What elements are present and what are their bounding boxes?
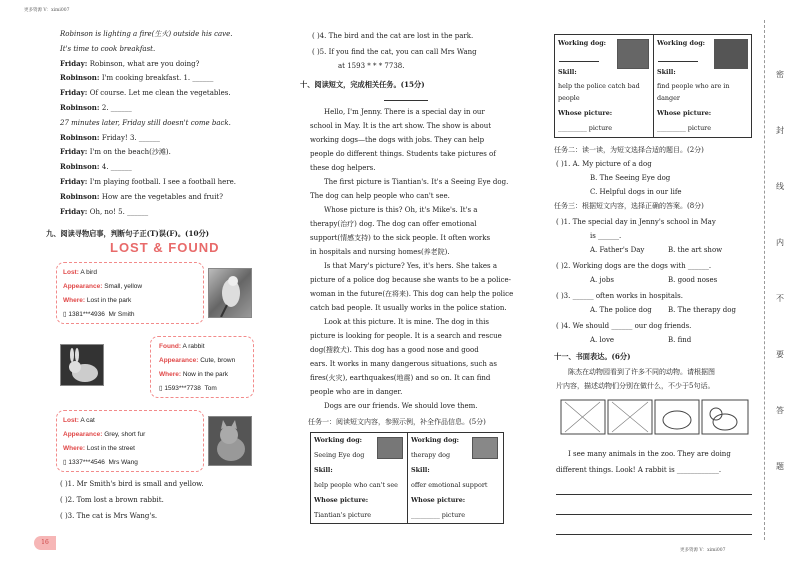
seal-line-char: 不 — [776, 294, 784, 303]
whose-value: _________ picture — [657, 124, 712, 132]
lost-bird-card — [56, 262, 204, 324]
working-dog-label: Working dog: — [411, 436, 460, 444]
where-label: Where: — [63, 445, 86, 452]
dialogue-line — [60, 208, 148, 217]
lost-found-banner: LOST & FOUND — [110, 240, 220, 255]
seal-line-char: 要 — [776, 350, 784, 359]
s9-question-3: ( )3. The cat is Mrs Wang's. — [60, 512, 158, 520]
s9-question-4: ( )4. The bird and the cat are lost in the park. — [312, 32, 474, 40]
whose-value: Tiantian's picture — [314, 511, 372, 519]
table-cell-4 — [654, 35, 752, 137]
dog-type-blank — [658, 61, 698, 62]
card-type: Lost: — [63, 269, 79, 276]
header-left: 更多资源 V：ximi007 — [24, 8, 70, 13]
phone-icon: ▯ — [63, 311, 67, 318]
dog-type-blank — [559, 61, 599, 62]
dog-type: Seeing Eye dog — [314, 451, 365, 459]
where-value: Now in the park — [182, 371, 229, 378]
writing-line-2[interactable] — [556, 514, 752, 515]
dialogue-speaker: Friday: — [60, 206, 90, 216]
info-table-top — [554, 34, 752, 138]
dialogue-line — [60, 163, 132, 172]
dialogue-line — [60, 45, 155, 54]
where-value: Lost in the street — [86, 445, 135, 452]
phone-icon: ▯ — [63, 459, 67, 466]
dialogue-speaker: Friday: — [60, 88, 90, 98]
task3-q3-b: B. The therapy dog — [668, 306, 736, 314]
task3-title: 任务三：根据短文内容，选择正确的答案。(8分) — [554, 202, 704, 210]
skill-value: help the police catch bad people — [558, 82, 640, 102]
writing-line-1[interactable] — [556, 494, 752, 495]
passage-line: Whose picture is this? Oh, it's Mike's. It's a — [324, 206, 478, 214]
task3-q1: ( )1. The special day in Jenny's school in May — [556, 218, 716, 226]
rabbit-icon — [61, 345, 104, 386]
task2-question: ( )1. A. My picture of a dog — [556, 160, 652, 168]
dialogue-speaker: Friday: — [60, 58, 90, 68]
section11-title: 十一、书面表达。(6分) — [554, 352, 631, 361]
table-cell-3 — [555, 35, 654, 137]
card-item: A rabbit — [182, 343, 205, 350]
whose-label: Whose picture: — [411, 496, 466, 504]
dialogue-line — [60, 60, 199, 69]
card-type: Found: — [159, 343, 182, 350]
seal-line-char: 线 — [776, 182, 784, 191]
dialogue-line — [60, 74, 213, 83]
dialogue-line — [60, 104, 132, 113]
passage-line: woman in the future(在将来). This dog can help the police — [310, 290, 514, 298]
skill-label: Skill: — [657, 68, 676, 76]
section9-title: 九、阅读寻物启事，判断句子正(T)误(F)。(10分) — [46, 229, 210, 238]
dialogue-speaker: Robinson: — [60, 191, 102, 201]
skill-label: Skill: — [411, 466, 430, 474]
whose-value: _________ picture — [558, 124, 613, 132]
passage-line: therapy(治疗) dog. The dog can offer emotional — [310, 220, 477, 228]
s9-question-5: ( )5. If you find the cat, you can call Mrs Wang — [312, 48, 477, 56]
skill-label: Skill: — [558, 68, 577, 76]
phone-number: 1381***4936 — [68, 311, 105, 318]
rescue-dog-photo — [714, 39, 748, 69]
appearance-value: Small, yellow — [104, 283, 143, 290]
dialogue-text: 4. ______ — [101, 163, 132, 172]
passage-line: support(情感支持) to the sick people. It often works — [310, 234, 491, 242]
dialogue-speaker: Friday: — [60, 147, 90, 157]
dialogue-speaker: Robinson: — [60, 162, 102, 172]
table-cell-1 — [311, 433, 408, 523]
dialogue-line — [60, 178, 236, 187]
task3-q4: ( )4. We should ______ our dog friends. — [556, 322, 692, 330]
task1-title: 任务一：阅读短文内容，参照示例，补全作品信息。(5分) — [308, 418, 486, 426]
appearance-label: Appearance: — [63, 431, 103, 438]
passage-line: Dogs are our friends. We should love them. — [324, 402, 478, 410]
dialogue-text: Oh, no! 5. ______ — [89, 207, 149, 216]
card-type: Lost: — [63, 417, 79, 424]
contact-name: Tom — [204, 385, 217, 392]
appearance-label: Appearance: — [63, 283, 103, 290]
working-dog-label: Working dog: — [314, 436, 363, 444]
dialogue-speaker: Robinson: — [60, 132, 102, 142]
passage-line: these dog helpers. — [310, 164, 376, 172]
writing-start-1: I see many animals in the zoo. They are doing — [568, 450, 731, 458]
where-label: Where: — [159, 371, 182, 378]
dialogue-text: I'm playing football. I see a football here. — [89, 178, 237, 186]
skill-value: help people who can't see — [314, 481, 398, 489]
dialogue-line — [60, 89, 231, 98]
task2-option-c: C. Helpful dogs in our life — [590, 188, 682, 196]
appearance-value: Cute, brown — [200, 357, 236, 364]
where-value: Lost in the park — [86, 297, 132, 304]
dialogue-text: How are the vegetables and fruit? — [101, 192, 223, 201]
info-table-bottom — [310, 432, 504, 524]
lost-cat-card — [56, 410, 204, 472]
dialogue-text: 27 minutes later, Friday still doesn't come back. — [60, 118, 231, 127]
passage-line: fires(火灾), earthquakes(地震) and so on. It can find — [310, 374, 491, 382]
card-item: A bird — [80, 269, 97, 276]
passage-line: ears. It works in many dangerous situations, such as — [310, 360, 497, 368]
s9-question-5b: at 1593 * * * 7738. — [338, 62, 405, 70]
writing-line-3[interactable] — [556, 534, 752, 535]
dialogue-speaker: Friday: — [60, 177, 90, 186]
skill-label: Skill: — [314, 466, 333, 474]
appearance-label: Appearance: — [159, 357, 199, 364]
phone-icon: ▯ — [159, 385, 163, 392]
dialogue-line — [60, 148, 171, 157]
card-item: A cat — [80, 417, 95, 424]
dialogue-line — [60, 193, 223, 202]
task2-option-b: B. The Seeing Eye dog — [590, 174, 671, 182]
section10-title: 十、阅读短文，完成相关任务。(15分) — [300, 80, 425, 89]
seal-line-char: 封 — [776, 126, 784, 135]
writing-start-2: different things. Look! A rabbit is ____________. — [556, 466, 722, 474]
task3-q3: ( )3. ______ often works in hospitals. — [556, 292, 683, 300]
writing-prompt-2: 片内容，描述动物们分别在做什么，不少于5句话。 — [556, 382, 715, 390]
where-label: Where: — [63, 297, 86, 304]
bird-photo — [208, 268, 252, 318]
working-dog-label: Working dog: — [558, 39, 607, 47]
dialogue-text: Friday! 3. ______ — [101, 133, 160, 142]
passage-line: in hospitals and nursing homes(养老院). — [310, 248, 450, 256]
zoo-pictures — [560, 398, 750, 438]
whose-label: Whose picture: — [314, 496, 369, 504]
found-rabbit-card — [150, 336, 254, 398]
task3-q1b: is ______. — [590, 232, 622, 240]
task3-q2-b: B. good noses — [668, 276, 718, 284]
task3-q2: ( )2. Working dogs are the dogs with ______. — [556, 262, 712, 270]
passage-title-blank — [384, 100, 428, 101]
header-right: 更多资源 V：ximi007 — [680, 548, 726, 553]
cat-icon — [209, 417, 252, 466]
task2-title: 任务二：读一读，为短文选择合适的题目。(2分) — [554, 146, 704, 154]
passage-line: picture of a police dog because she wants to be a police- — [310, 276, 512, 284]
passage-line: people who are in danger. — [310, 388, 403, 396]
dog-type: therapy dog — [411, 451, 451, 459]
dialogue-text: I'm on the beach(沙滩). — [89, 148, 171, 157]
dialogue-line — [60, 119, 231, 128]
passage-line: working dogs—the dogs with jobs. They can help — [310, 136, 485, 144]
dialogue-text: Of course. Let me clean the vegetables. — [89, 89, 231, 98]
passage-line: people do different things. Students take pictures of — [310, 150, 496, 158]
dialogue-speaker: Robinson: — [60, 73, 102, 83]
dialogue-text: Robinson, what are you doing? — [89, 59, 200, 68]
skill-value: find people who are in danger — [657, 82, 730, 102]
task3-q4-b: B. find — [668, 336, 692, 344]
whose-label: Whose picture: — [558, 109, 613, 117]
passage-line: Hello, I'm Jenny. There is a special day in our — [324, 108, 485, 116]
dialogue-text: It's time to cook breakfast. — [60, 44, 156, 53]
phone-number: 1593***7738 — [164, 385, 201, 392]
cat-photo — [208, 416, 252, 466]
whose-value: _________ picture — [411, 511, 466, 519]
passage-line: picture is looking for people. It is a search and rescue — [310, 332, 502, 340]
s9-question-1: ( )1. Mr Smith's bird is small and yellow. — [60, 480, 204, 488]
passage-line: The first picture is Tiantian's. It's a Seeing Eye dog. — [324, 178, 509, 186]
contact-name: Mr Smith — [108, 311, 135, 318]
passage-line: school in May. It is the art show. The show is about — [310, 122, 492, 130]
passage-line: catch bad people. It usually works in the police station. — [310, 304, 507, 312]
dialogue-line — [60, 134, 160, 143]
seal-line — [764, 20, 765, 540]
skill-value: offer emotional support — [411, 481, 488, 489]
working-dog-label: Working dog: — [657, 39, 706, 47]
whose-label: Whose picture: — [657, 109, 712, 117]
writing-prompt-1: 陈杰在动物园看到了许多不同的动物。请根据图 — [568, 368, 715, 376]
task3-q1-a: A. Father's Day — [590, 246, 645, 254]
police-dog-photo — [617, 39, 649, 69]
table-cell-2 — [408, 433, 504, 523]
zoo-animals-icon — [560, 398, 750, 438]
phone-number: 1337***4546 — [68, 459, 105, 466]
bird-icon — [209, 269, 252, 318]
dialogue-speaker: Robinson: — [60, 103, 102, 112]
seal-line-char: 题 — [776, 462, 784, 471]
therapy-dog-photo — [472, 437, 498, 459]
appearance-value: Grey, short fur — [104, 431, 146, 438]
dialogue-line — [60, 30, 232, 39]
passage-line: Is that Mary's picture? Yes, it's hers. She takes a — [324, 262, 497, 270]
dialogue-text: 2. ______ — [101, 104, 132, 112]
seal-line-char: 内 — [776, 238, 784, 247]
passage-line: dog(搜救犬). This dog has a good nose and good — [310, 346, 479, 354]
seal-line-char: 密 — [776, 70, 784, 79]
s9-question-2: ( )2. Tom lost a brown rabbit. — [60, 496, 164, 504]
seal-line-char: 答 — [776, 406, 784, 415]
task3-q1-b: B. the art show — [668, 246, 723, 254]
rabbit-photo — [60, 344, 104, 386]
task3-q3-a: A. The police dog — [590, 306, 652, 314]
passage-line: The dog can help people who can't see. — [310, 192, 450, 200]
task3-q2-a: A. jobs — [590, 276, 614, 284]
dialogue-text: I'm cooking breakfast. 1. ______ — [101, 74, 214, 83]
contact-name: Mrs Wang — [108, 459, 138, 466]
task3-q4-a: A. love — [590, 336, 615, 344]
dialogue-text: Robinson is lighting a fire(生火) outside his cave. — [60, 30, 233, 38]
page-number: 16 — [34, 536, 56, 550]
passage-line: Look at this picture. It is mine. The dog in this — [324, 318, 489, 326]
seeing-eye-dog-photo — [377, 437, 403, 459]
